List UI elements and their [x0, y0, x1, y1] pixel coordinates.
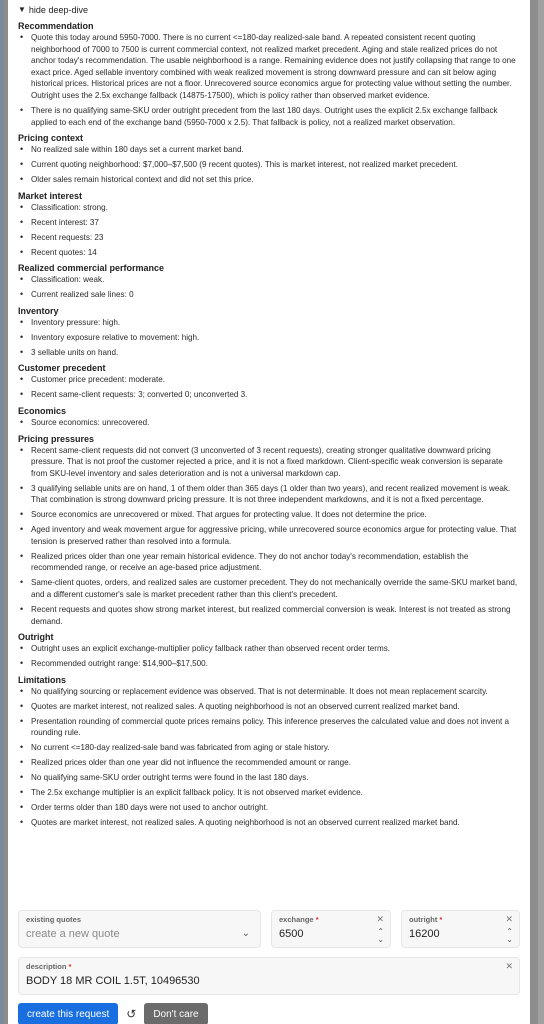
list-item: • Recent interest: 37: [18, 217, 520, 229]
section-list: [18, 445, 520, 628]
section-list: [18, 202, 520, 259]
list-item: • Inventory exposure relative to movement: high.: [18, 332, 520, 344]
section-heading: Limitations: [18, 674, 67, 685]
background-edge-left: [0, 0, 4, 1024]
list-item: • Source economics: unrecovered.: [18, 417, 520, 429]
existing-quotes-placeholder: create a new quote: [26, 928, 120, 940]
existing-quotes-label: existing quotes: [26, 915, 82, 924]
list-item: • No realized sale within 180 days set a current market band.: [18, 144, 520, 156]
list-item: • Presentation rounding of commercial quote prices remains policy. This inference preserves the calculated value and does not invent a rounding rule.: [18, 716, 520, 739]
exchange-field[interactable]: [271, 910, 391, 948]
section-list: [18, 686, 520, 829]
clear-description-icon[interactable]: ✕: [505, 961, 513, 971]
list-item: • Recent same-client requests did not convert (3 unconverted of 3 recent requests), creating stronger qualitative downward pricing pressure. That is not proof the customer rejected a price, and it is not a fixed markdown. Client-specific weak conversion is separate from SKU-level inventory and sales deterioration and is not a universal markdown cap.: [18, 445, 520, 480]
section-heading: Recommendation: [18, 21, 94, 31]
list-item: • Same-client quotes, orders, and realized sales are customer precedent. They do not mechanically override the same-SKU market band, and a different customer's sale is market precedent rather than this client's precedent.: [18, 577, 520, 600]
list-item: • Recent quotes: 14: [18, 247, 520, 259]
list-item: • The 2.5x exchange multiplier is an explicit fallback policy. It is not observed market evidence.: [18, 787, 520, 799]
list-item: • Recent requests: 23: [18, 232, 520, 244]
section-list: [18, 144, 520, 186]
list-item: • Aged inventory and weak movement argue for aggressive pricing, while unrecovered source economics argue for protecting value. That tension is preserved rather than resolved into a formula.: [18, 524, 520, 547]
section-heading: Pricing pressures: [18, 433, 95, 444]
section-heading: Outright: [18, 632, 54, 643]
section-heading: Economics: [18, 405, 67, 416]
section-heading: Market interest: [18, 190, 83, 201]
clear-outright-icon[interactable]: ✕: [505, 914, 513, 924]
list-item: • Recent requests and quotes show strong market interest, but realized commercial conversion is weak. Interest is not treated as strong demand.: [18, 604, 520, 627]
list-item: • No qualifying same-SKU order outright terms were found in the last 180 days.: [18, 772, 520, 784]
list-item: • Customer price precedent: moderate.: [18, 374, 520, 386]
exchange-stepper-icon[interactable]: ⌃ ⌄: [377, 927, 384, 944]
list-item: • Current realized sale lines: 0: [18, 289, 520, 301]
outright-value[interactable]: 16200: [409, 928, 440, 940]
section-list: [18, 374, 520, 401]
chevron-down-icon[interactable]: ⌄: [241, 928, 250, 939]
description-label: description *: [26, 962, 72, 971]
list-item: • Order terms older than 180 days were not used to anchor outright.: [18, 802, 520, 814]
clear-exchange-icon[interactable]: ✕: [376, 914, 384, 924]
section-heading: Pricing context: [18, 133, 84, 144]
section-heading: Inventory: [18, 305, 59, 316]
section-list: [18, 417, 520, 429]
triangle-down-icon: ▼: [18, 5, 26, 14]
outright-field[interactable]: [401, 910, 520, 948]
list-item: • Classification: weak.: [18, 274, 520, 286]
outright-stepper-icon[interactable]: ⌃ ⌄: [506, 927, 513, 944]
analysis-sections: [18, 20, 520, 829]
list-item: • Source economics are unrecovered or mixed. That argues for protecting value. It does not determine the price.: [18, 509, 520, 521]
section-heading: Customer precedent: [18, 363, 106, 374]
list-item: • Quotes are market interest, not realized sales. A quoting neighborhood is not an observed current realized market band.: [18, 701, 520, 713]
deep-dive-panel: [8, 0, 530, 1024]
list-item: • Outright uses an explicit exchange-multiplier policy fallback rather than observed recent order terms.: [18, 643, 520, 655]
list-item: • Realized prices older than one year remain historical evidence. They do not anchor today's recommendation, establish the recommended range, or receive an age-based price adjustment.: [18, 551, 520, 574]
exchange-label: exchange *: [279, 915, 319, 924]
create-request-button[interactable]: create this request: [18, 1003, 118, 1024]
list-item: • No current <=180-day realized-sale band was fabricated from aging or stale history.: [18, 742, 520, 754]
list-item: • Recommended outright range: $14,900–$17,500.: [18, 658, 520, 670]
list-item: • Inventory pressure: high.: [18, 317, 520, 329]
section-list: [18, 274, 520, 301]
description-field[interactable]: [18, 957, 520, 995]
background-edge-right: [538, 0, 544, 1024]
list-item: • Recent same-client requests: 3; converted 0; unconverted 3.: [18, 389, 520, 401]
exchange-value[interactable]: 6500: [279, 928, 304, 940]
reset-icon[interactable]: ↺: [126, 1007, 137, 1021]
list-item: • There is no qualifying same-SKU order outright precedent from the last 180 days. Outright uses the explicit 2.5x exchange fallback applied to each end of the exchange band (5950-7000 x 2.5). That fallback is policy, not a realized market observation.: [18, 105, 520, 128]
outright-label: outright *: [409, 915, 443, 924]
request-form: [18, 910, 520, 1024]
list-item: • 3 qualifying sellable units are on hand, 1 of them older than 365 days (1 older than two years), and recent realized movement is weak. That combination is strong downward pricing pressure. It is not three independent markdowns, and it is not a fixed percentage.: [18, 483, 520, 506]
list-item: • Classification: strong.: [18, 202, 520, 214]
section-list: [18, 643, 520, 670]
section-list: [18, 317, 520, 359]
list-item: • No qualifying sourcing or replacement evidence was observed. That is not determinable. It does not mean replacement scarcity.: [18, 686, 520, 698]
list-item: • Realized prices older than one year did not influence the recommended amount or range.: [18, 757, 520, 769]
list-item: • 3 sellable units on hand.: [18, 347, 520, 359]
existing-quotes-select[interactable]: [18, 910, 261, 948]
dont-care-button[interactable]: Don't care: [144, 1003, 207, 1024]
list-item: • Quote this today around 5950-7000. There is no current <=180-day realized-sale band. A repeated consistent recent quoting neighborhood of 7000 to 7500 is current commercial context, not realized market precedent. Aging and stale realized prices do not anchor today's recommendation. The usable neighborhood is a range. Remaining evidence does not justify collapsing that range to one exact price. Aged sellable inventory combined with weak realized movement is strong downward pressure and can sit below aging historical prices. Historical prices are not a floor. Unrecovered source economics argue for protecting value without setting the number. Outright uses the 2.5x exchange fallback (14875-17500), which is policy rather than observed market evidence.: [18, 32, 520, 102]
list-item: • Current quoting neighborhood: $7,000–$7,500 (9 recent quotes). This is market interest, not realized market precedent.: [18, 159, 520, 171]
list-item: • Older sales remain historical context and did not set this price.: [18, 174, 520, 186]
description-value[interactable]: BODY 18 MR COIL 1.5T, 10496530: [26, 975, 200, 987]
list-item: • Quotes are market interest, not realized sales. A quoting neighborhood is not an observed current realized market band.: [18, 817, 520, 829]
section-list: [18, 32, 520, 128]
hide-deep-dive-toggle[interactable]: [18, 4, 520, 16]
toggle-label: hide deep-dive: [28, 5, 88, 15]
section-heading: Realized commercial performance: [18, 263, 165, 274]
